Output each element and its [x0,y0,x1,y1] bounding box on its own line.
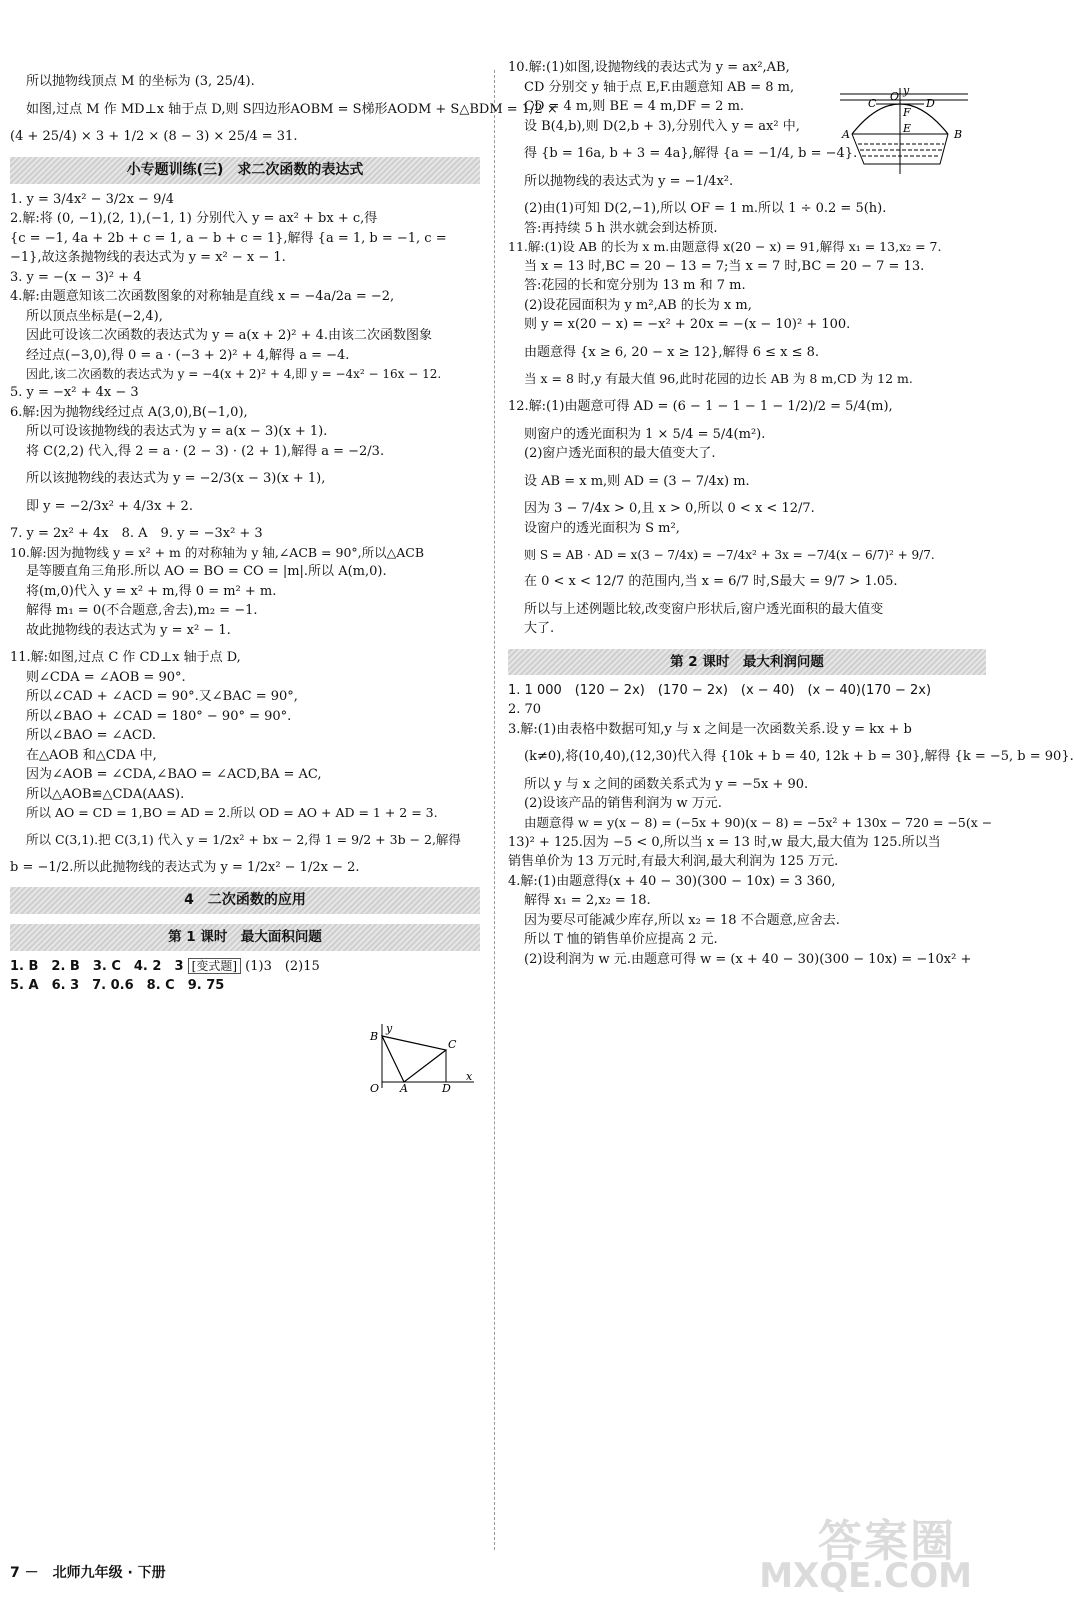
label-e: E [903,122,912,135]
variant-tag: [变式题] [188,958,241,974]
answer-line: 因此可设该二次函数的表达式为 y = a(x + 2)² + 4.由该二次函数图象 [26,328,433,343]
answer-line: 所以 C(3,1).把 C(3,1) 代入 y = 1/2x² + bx − 2,得 1 = 9/2 + 3b − 2,解得 [26,832,461,847]
answer-line: 当 x = 8 时,y 有最大值 96,此时花园的边长 AB 为 8 m,CD 为 12 m. [524,371,913,387]
answer-line: (k≠0),将(10,40),(12,30)代入得 {10k + b = 40, 12k + b = 30},解得 {k = −5, b = 90}. [524,749,1074,765]
answer-line: 因为 3 − 7/4x > 0,且 x > 0,所以 0 < x < 12/7. [524,501,815,516]
answer-line: 所以∠BAO = ∠ACD. [26,728,156,744]
answer-line: 11.解:(1)设 AB 的长为 x m.由题意得 x(20 − x) = 91,解得 x₁ = 13,x₂ = 7. [508,239,942,254]
label-f: F [903,106,911,119]
answer-line: 所以∠CAD + ∠ACD = 90°.又∠BAC = 90°, [26,689,298,705]
answer-line: 则 S = AB · AD = x(3 − 7/4x) = −7/4x² + 3x = −7/4(x − 6/7)² + 9/7. [524,548,935,562]
answer-line: 所以 AO = CD = 1,BO = AD = 2.所以 OD = AO + AD = 1 + 2 = 3. [26,805,438,821]
answer-line: 在△AOB 和△CDA 中, [26,747,157,763]
triangle-abc [382,1036,446,1082]
answer-line: 因为∠AOB = ∠CDA,∠BAO = ∠ACD,BA = AC, [26,767,322,783]
answer-line: 11.解:如图,过点 C 作 CD⊥x 轴于点 D, [10,650,241,666]
label-y: y [903,84,910,97]
answer-line: CD 分别交 y 轴于点 E,F.由题意知 AB = 8 m, [524,79,795,95]
answer-line: 所以顶点坐标是(−2,4), [26,308,163,324]
section-banner: 第 2 课时 最大利润问题 [508,649,986,675]
answer-line: 则∠CDA = ∠AOB = 90°. [26,669,186,685]
text-line: (4 + 25/4) × 3 + 1/2 × (8 − 3) × 25/4 = 31. [10,129,298,144]
answer-line: 所以 T 恤的销售单价应提高 2 元. [524,932,718,947]
answer-line: 所以可设该抛物线的表达式为 y = a(x − 3)(x + 1). [26,424,328,439]
answer-line: 7. y = 2x² + 4x 8. A 9. y = −3x² + 3 [10,526,263,541]
answer-line: 是等腰直角三角形.所以 AO = BO = CO = |m|.所以 A(m,0). [26,564,387,580]
page-footer: 7 － 北师九年级 · 下册 [10,1565,166,1581]
bridge-parabola-figure [840,86,970,176]
variant-answer: (1)3 (2)15 [245,958,320,974]
label-c: C [448,1038,457,1051]
answer-line: 解得 m₁ = 0(不合题意,舍去),m₂ = −1. [26,603,258,619]
answer-line: 设 B(4,b),则 D(2,b + 3),分别代入 y = ax² 中, [524,118,800,134]
label-d: D [442,1082,451,1095]
answers-text: 1. B 2. B 3. C 4. 2 3 [10,958,184,974]
answer-line: 5. A 6. 3 7. 0.6 8. C 9. 75 [10,978,225,993]
answer-line: (2)由(1)可知 D(2,−1),所以 OF = 1 m.所以 1 ÷ 0.2 = 5(h). [524,201,887,216]
answer-line: 所以该抛物线的表达式为 y = −2/3(x − 3)(x + 1), [26,471,326,486]
answer-line: 得 {b = 16a, b + 3 = 4a},解得 {a = −1/4, b = −4}. [524,146,858,161]
triangle-axes-figure [362,1022,482,1095]
answer-line: 所以 y 与 x 之间的函数关系式为 y = −5x + 90. [524,776,809,792]
label-b: B [370,1030,379,1043]
label-a: A [400,1082,408,1095]
answer-line: 由题意得 {x ≥ 6, 20 − x ≥ 12},解得 6 ≤ x ≤ 8. [524,344,820,360]
answer-line: 即 y = −2/3x² + 4/3x + 2. [26,498,193,514]
answer-line: 12.解:(1)由题意可得 AD = (6 − 1 − 1 − 1 − 1/2)/2 = 5/4(m), [508,399,893,414]
answer-line: 所以∠BAO + ∠CAD = 180° − 90° = 90°. [26,708,292,724]
label-y: y [386,1022,393,1035]
answer-line: (2)设花园面积为 y m²,AB 的长为 x m, [524,297,752,313]
answer-line: 销售单价为 13 万元时,有最大利润,最大利润为 125 万元. [508,854,839,869]
answer-line: (2)设利润为 w 元.由题意可得 w = (x + 40 − 30)(300 − 10x) = −10x² + [524,951,972,967]
answer-line: 4.解:由题意知该二次函数图象的对称轴是直线 x = −4a/2a = −2, [10,289,395,304]
answer-line: CD = 4 m,则 BE = 4 m,DF = 2 m. [524,99,745,114]
label-b: B [954,128,963,141]
answer-line: 则窗户的透光面积为 1 × 5/4 = 5/4(m²). [524,426,766,442]
answer-line: 当 x = 13 时,BC = 20 − 13 = 7;当 x = 7 时,BC = 20 − 7 = 13. [524,258,925,274]
section-banner: 4 二次函数的应用 [10,887,480,914]
answer-line: 由题意得 w = y(x − 8) = (−5x + 90)(x − 8) = −5x² + 130x − 720 = −5(x − [524,814,993,830]
answer-line: (2)窗户透光面积的最大值变大了. [524,446,716,461]
answer-line: 1. 1 000 (120 − 2x) (170 − 2x) (x − 40) (x − 40)(170 − 2x) [508,682,932,698]
answer-line: 因此,该二次函数的表达式为 y = −4(x + 2)² + 4,即 y = −4x² − 16x − 12. [26,367,442,381]
label-o: O [370,1082,380,1095]
answer-line: 5. y = −x² + 4x − 3 [10,385,139,400]
answer-line: 3.解:(1)由表格中数据可知,y 与 x 之间是一次函数关系.设 y = kx + b [508,721,912,737]
answer-line: 4.解:(1)由题意得(x + 40 − 30)(300 − 10x) = 3 360, [508,873,836,889]
label-d: D [926,97,935,110]
answer-line: 1. y = 3/4x² − 3/2x − 9/4 [10,191,174,207]
answer-line: 3. y = −(x − 3)² + 4 [10,269,142,285]
answer-line: 将(m,0)代入 y = x² + m,得 0 = m² + m. [26,583,277,599]
section-banner: 小专题训练(三) 求二次函数的表达式 [10,157,480,184]
answer-line: 设 AB = x m,则 AD = (3 − 7/4x) m. [524,473,750,489]
answer-line: 大了. [524,621,555,636]
answer-line: 所以与上述例题比较,改变窗户形状后,窗户透光面积的最大值变 [524,601,884,617]
answer-line: 6.解:因为抛物线经过点 A(3,0),B(−1,0), [10,404,248,420]
answer-line: 所以抛物线的表达式为 y = −1/4x². [524,173,734,189]
answer-line: 将 C(2,2) 代入,得 2 = a · (2 − 3) · (2 + 1),解得 a = −2/3. [26,443,385,459]
watermark-logo: 答案圈 [818,1516,956,1567]
answer-line: 答:花园的长和宽分别为 13 m 和 7 m. [524,278,746,294]
answer-line: 则 y = x(20 − x) = −x² + 20x = −(x − 10)² + 100. [524,317,851,333]
column-divider [494,70,495,1550]
answer-line: 10.解:因为抛物线 y = x² + m 的对称轴为 y 轴,∠ACB = 90°,所以△ACB [10,544,425,560]
answer-line: 在 0 < x < 12/7 的范围内,当 x = 6/7 时,S最大 = 9/7 > 1.05. [524,574,898,589]
label-x: x [466,1070,473,1083]
answer-line: {c = −1, 4a + 2b + c = 1, a − b + c = 1},解得 {a = 1, b = −1, c = −1},故这条抛物线的表达式为 y = x² − x − 1. [10,230,447,265]
answer-line: 因为要尽可能减少库存,所以 x₂ = 18 不合题意,应舍去. [524,912,840,928]
answer-line: 故此抛物线的表达式为 y = x² − 1. [26,622,231,638]
section-banner: 第 1 课时 最大面积问题 [10,924,480,950]
label-a: A [842,128,850,141]
text-line: 所以抛物线顶点 M 的坐标为 (3, 25/4). [26,74,255,89]
answer-line: 答:再持续 5 h 洪水就会到达桥顶. [524,220,718,236]
answer-line: 设窗户的透光面积为 S m², [524,520,680,536]
right-column [508,50,1074,969]
answer-line [10,957,480,977]
answer-line: 2. 70 [508,702,542,718]
answer-line: 2.解:将 (0, −1),(2, 1),(−1, 1) 分别代入 y = ax² + bx + c,得 [10,211,378,226]
label-o: O [890,90,900,103]
text-line: 如图,过点 M 作 MD⊥x 轴于点 D,则 S四边形AOBM = S梯形AODM + S△BDM = 1/2 × [26,101,558,117]
answer-line: 10.解:(1)如图,设抛物线的表达式为 y = ax²,AB, [508,60,790,75]
answer-line: 13)² + 125.因为 −5 < 0,所以当 x = 13 时,w 最大,最大值为 125.所以当 [508,834,941,850]
answer-line: 经过点(−3,0),得 0 = a · (−3 + 2)² + 4,解得 a = −4. [26,347,350,363]
answer-line: 解得 x₁ = 2,x₂ = 18. [524,893,651,908]
watermark-url: MXQE.COM [759,1556,972,1596]
answer-line: (2)设该产品的销售利润为 w 万元. [524,796,722,812]
answer-line: b = −1/2.所以此抛物线的表达式为 y = 1/2x² − 1/2x − 2. [10,859,360,875]
answer-line: 所以△AOB≌△CDA(AAS). [26,786,185,802]
label-c: C [868,97,877,110]
